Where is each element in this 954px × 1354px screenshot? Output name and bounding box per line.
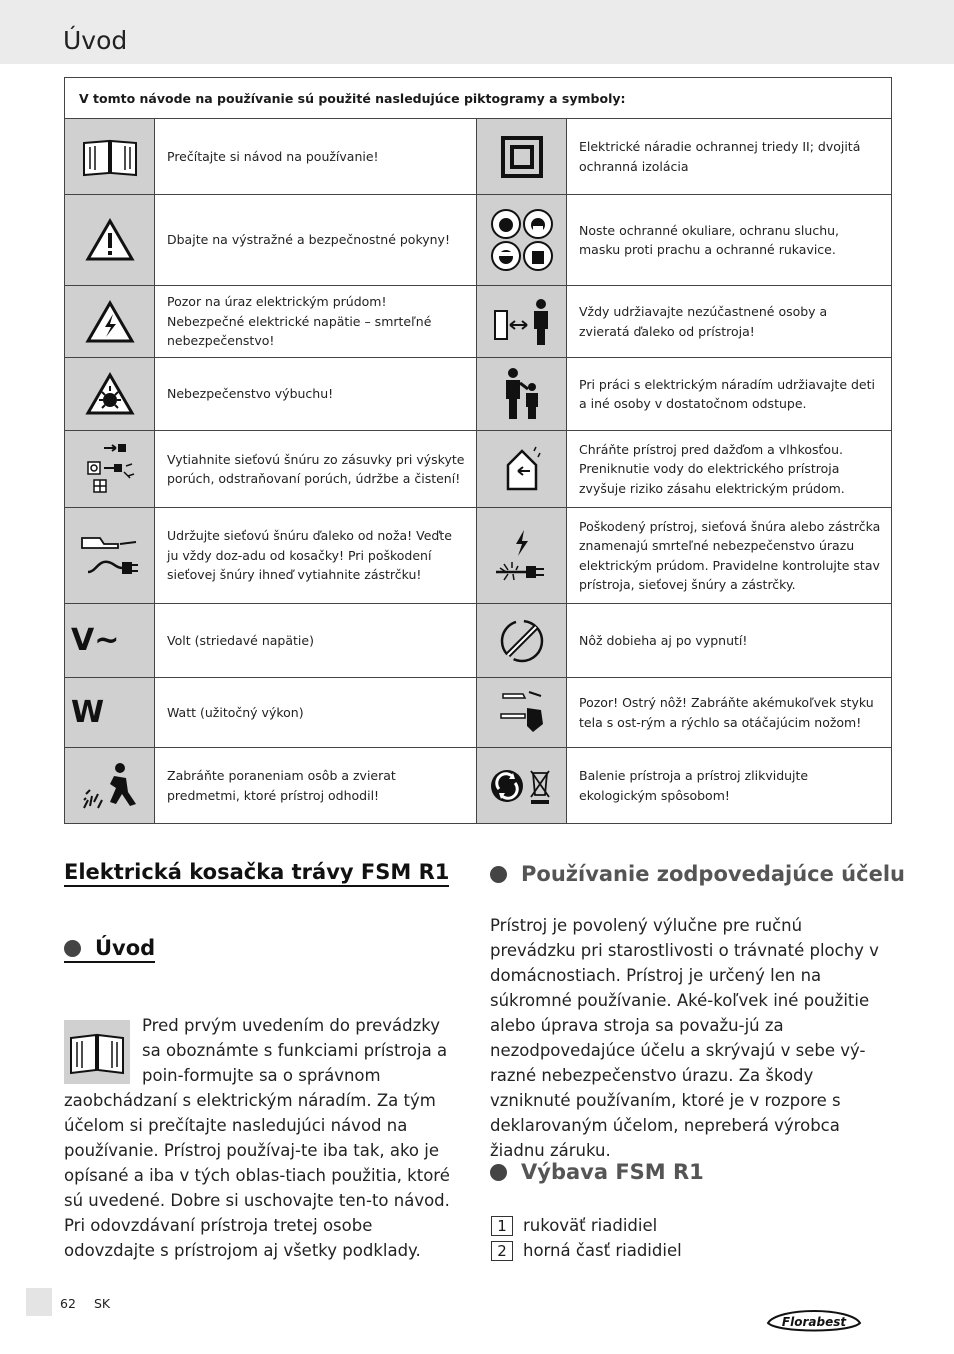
pictogram-text: Poškodený prístroj, sieťová šnúra alebo zástrčka znamenajú smrteľné nebezpečenstvo úrazu elektrickým prúdom. Pravidelne kontrolujte stav prístroja, sieťovej šnúry a zástrčky. <box>567 508 892 604</box>
table-row <box>65 195 892 286</box>
watt-symbol: W <box>71 695 105 730</box>
bullet-dot-icon <box>490 866 507 883</box>
header-band <box>0 0 954 64</box>
pictogram-text: Elektrické náradie ochrannej triedy II; dvojitá ochranná izolácia <box>567 119 892 195</box>
equipment-heading <box>490 1160 704 1184</box>
recycling-disposal-icon <box>477 748 567 824</box>
table-row <box>65 748 892 824</box>
pictogram-text: Watt (užitočný výkon) <box>155 678 477 748</box>
item-number: 2 <box>491 1241 513 1261</box>
intro-paragraph <box>64 1013 462 1263</box>
pictogram-text: Pri práci s elektrickým náradím udržiavajte deti a iné osoby v dostatočnom odstupe. <box>567 358 892 431</box>
keep-distance-person-icon <box>477 286 567 358</box>
pictogram-text: Vždy udržiavajte nezúčastnené osoby a zvieratá ďaleko od prístroja! <box>567 286 892 358</box>
pictogram-text: Balenie prístroja a prístroj zlikvidujte ekologickým spôsobom! <box>567 748 892 824</box>
explosion-triangle-icon <box>65 358 155 431</box>
unplug-icon <box>65 431 155 508</box>
children-distance-icon <box>477 358 567 431</box>
pictogram-text: Zabráňte poraneniam osôb a zvierat predmetmi, ktoré prístroj odhodil! <box>155 748 477 824</box>
pictogram-text: Nôž dobieha aj po vypnutí! <box>567 604 892 678</box>
table-row <box>65 678 892 748</box>
item-label: horná časť riadidiel <box>523 1241 682 1260</box>
table-heading: V tomto návode na používanie sú použité nasledujúce piktogramy a symboly: <box>65 78 892 119</box>
pictogram-text: Pozor! Ostrý nôž! Zabráňte akémukoľvek styku tela s ost-rým a rýchlo sa otáčajúcim nožom! <box>567 678 892 748</box>
intro-text: Pred prvým uvedením do prevádzky sa oboznámte s funkciami prístroja a poin-formujte sa o správnom zaobchádzaní s elektrickým náradím. Za tým účelom si prečítajte nasledujúci návod na používanie. Prístroj používaj-te iba tak, ako je opísané a iba v tých oblas-tiach použitia, ktoré sú uvedené. Dobre si uschovajte ten-to návod. Pri odovzdávaní prístroja tretej osobe odovzdajte s prístrojom aj všetky podklady. <box>64 1016 450 1260</box>
pictogram-text: Nebezpečenstvo výbuchu! <box>155 358 477 431</box>
book-icon <box>65 119 155 195</box>
pictogram-text: Vytiahnite sieťovú šnúru zo zásuvky pri výskyte porúch, odstraňovaní porúch, údržbe a čistení! <box>155 431 477 508</box>
bullet-dot-icon <box>64 940 81 957</box>
pictogram-text: Noste ochranné okuliare, ochranu sluchu, masku proti prachu a ochranné rukavice. <box>567 195 892 286</box>
electric-shock-triangle-icon <box>65 286 155 358</box>
page-number: 62 <box>60 1296 76 1311</box>
list-item <box>491 1238 682 1263</box>
pictogram-text: Volt (striedavé napätie) <box>155 604 477 678</box>
watt-symbol-icon <box>65 678 155 748</box>
usage-paragraph: Prístroj je povolený výlučne pre ručnú prevádzku pri starostlivosti o trávnaté plochy v domácnostiach. Prístroj je určený len na súkromné používanie. Aké-koľvek iné použitie alebo úprava stroja sa považu-jú za nezodpovedajúce účelu a skrývajú v sebe vý-razné nebezpečenstvo úrazu. Za škody vzniknuté používaním, ktoré je v rozpore s deklarovaným účelom, nepreberá výrobca žiadnu záruku. <box>490 916 879 1160</box>
house-rain-icon <box>477 431 567 508</box>
brand-name: Florabest <box>781 1315 847 1329</box>
table-row <box>65 119 892 195</box>
product-heading: Elektrická kosačka trávy FSM R1 <box>64 860 449 887</box>
pictogram-text: Udržujte sieťovú šnúru ďaleko od noža! Veďte ju vždy doz-adu od kosačky! Pri poškodení sieťovej šnúry ihneď vytiahnite zástrčku! <box>155 508 477 604</box>
pictogram-text: Prečítajte si návod na používanie! <box>155 119 477 195</box>
intro-heading <box>64 936 155 963</box>
table-row <box>65 604 892 678</box>
cord-away-from-blade-icon <box>65 508 155 604</box>
intro-heading-label: Úvod <box>95 936 156 960</box>
warning-triangle-icon <box>65 195 155 286</box>
table-row <box>65 358 892 431</box>
equipment-heading-label: Výbava FSM R1 <box>521 1160 704 1184</box>
thrown-objects-icon <box>65 748 155 824</box>
pictogram-text: Chráňte prístroj pred dažďom a vlhkosťou. Preniknutie vody do elektrického prístroja zvyšuje riziko zásahu elektrickým prúdom. <box>567 431 892 508</box>
sharp-blade-hands-icon <box>477 678 567 748</box>
table-row <box>65 508 892 604</box>
list-item <box>491 1213 682 1238</box>
rotating-blade-icon <box>477 604 567 678</box>
usage-heading <box>490 862 905 886</box>
pictogram-text: Dbajte na výstražné a bezpečnostné pokyny! <box>155 195 477 286</box>
item-number: 1 <box>491 1216 513 1236</box>
damaged-cord-icon <box>477 508 567 604</box>
usage-heading-label: Používanie zodpovedajúce účelu <box>521 862 905 886</box>
volt-symbol-icon <box>65 604 155 678</box>
item-label: rukoväť riadidiel <box>523 1216 658 1235</box>
equipment-list <box>491 1213 682 1263</box>
protective-gear-icon <box>477 195 567 286</box>
pictogram-table <box>64 77 892 824</box>
table-row <box>65 286 892 358</box>
brand-logo <box>764 1305 864 1339</box>
page-title: Úvod <box>63 26 128 55</box>
bullet-dot-icon <box>490 1164 507 1181</box>
language-code: SK <box>94 1296 111 1311</box>
table-row <box>65 431 892 508</box>
double-square-icon <box>477 119 567 195</box>
page-marker <box>26 1288 52 1316</box>
volt-symbol: V~ <box>71 623 120 658</box>
pictogram-text: Pozor na úraz elektrickým prúdom! Nebezpečné elektrické napätie – smrteľné nebezpečenstvo! <box>155 286 477 358</box>
